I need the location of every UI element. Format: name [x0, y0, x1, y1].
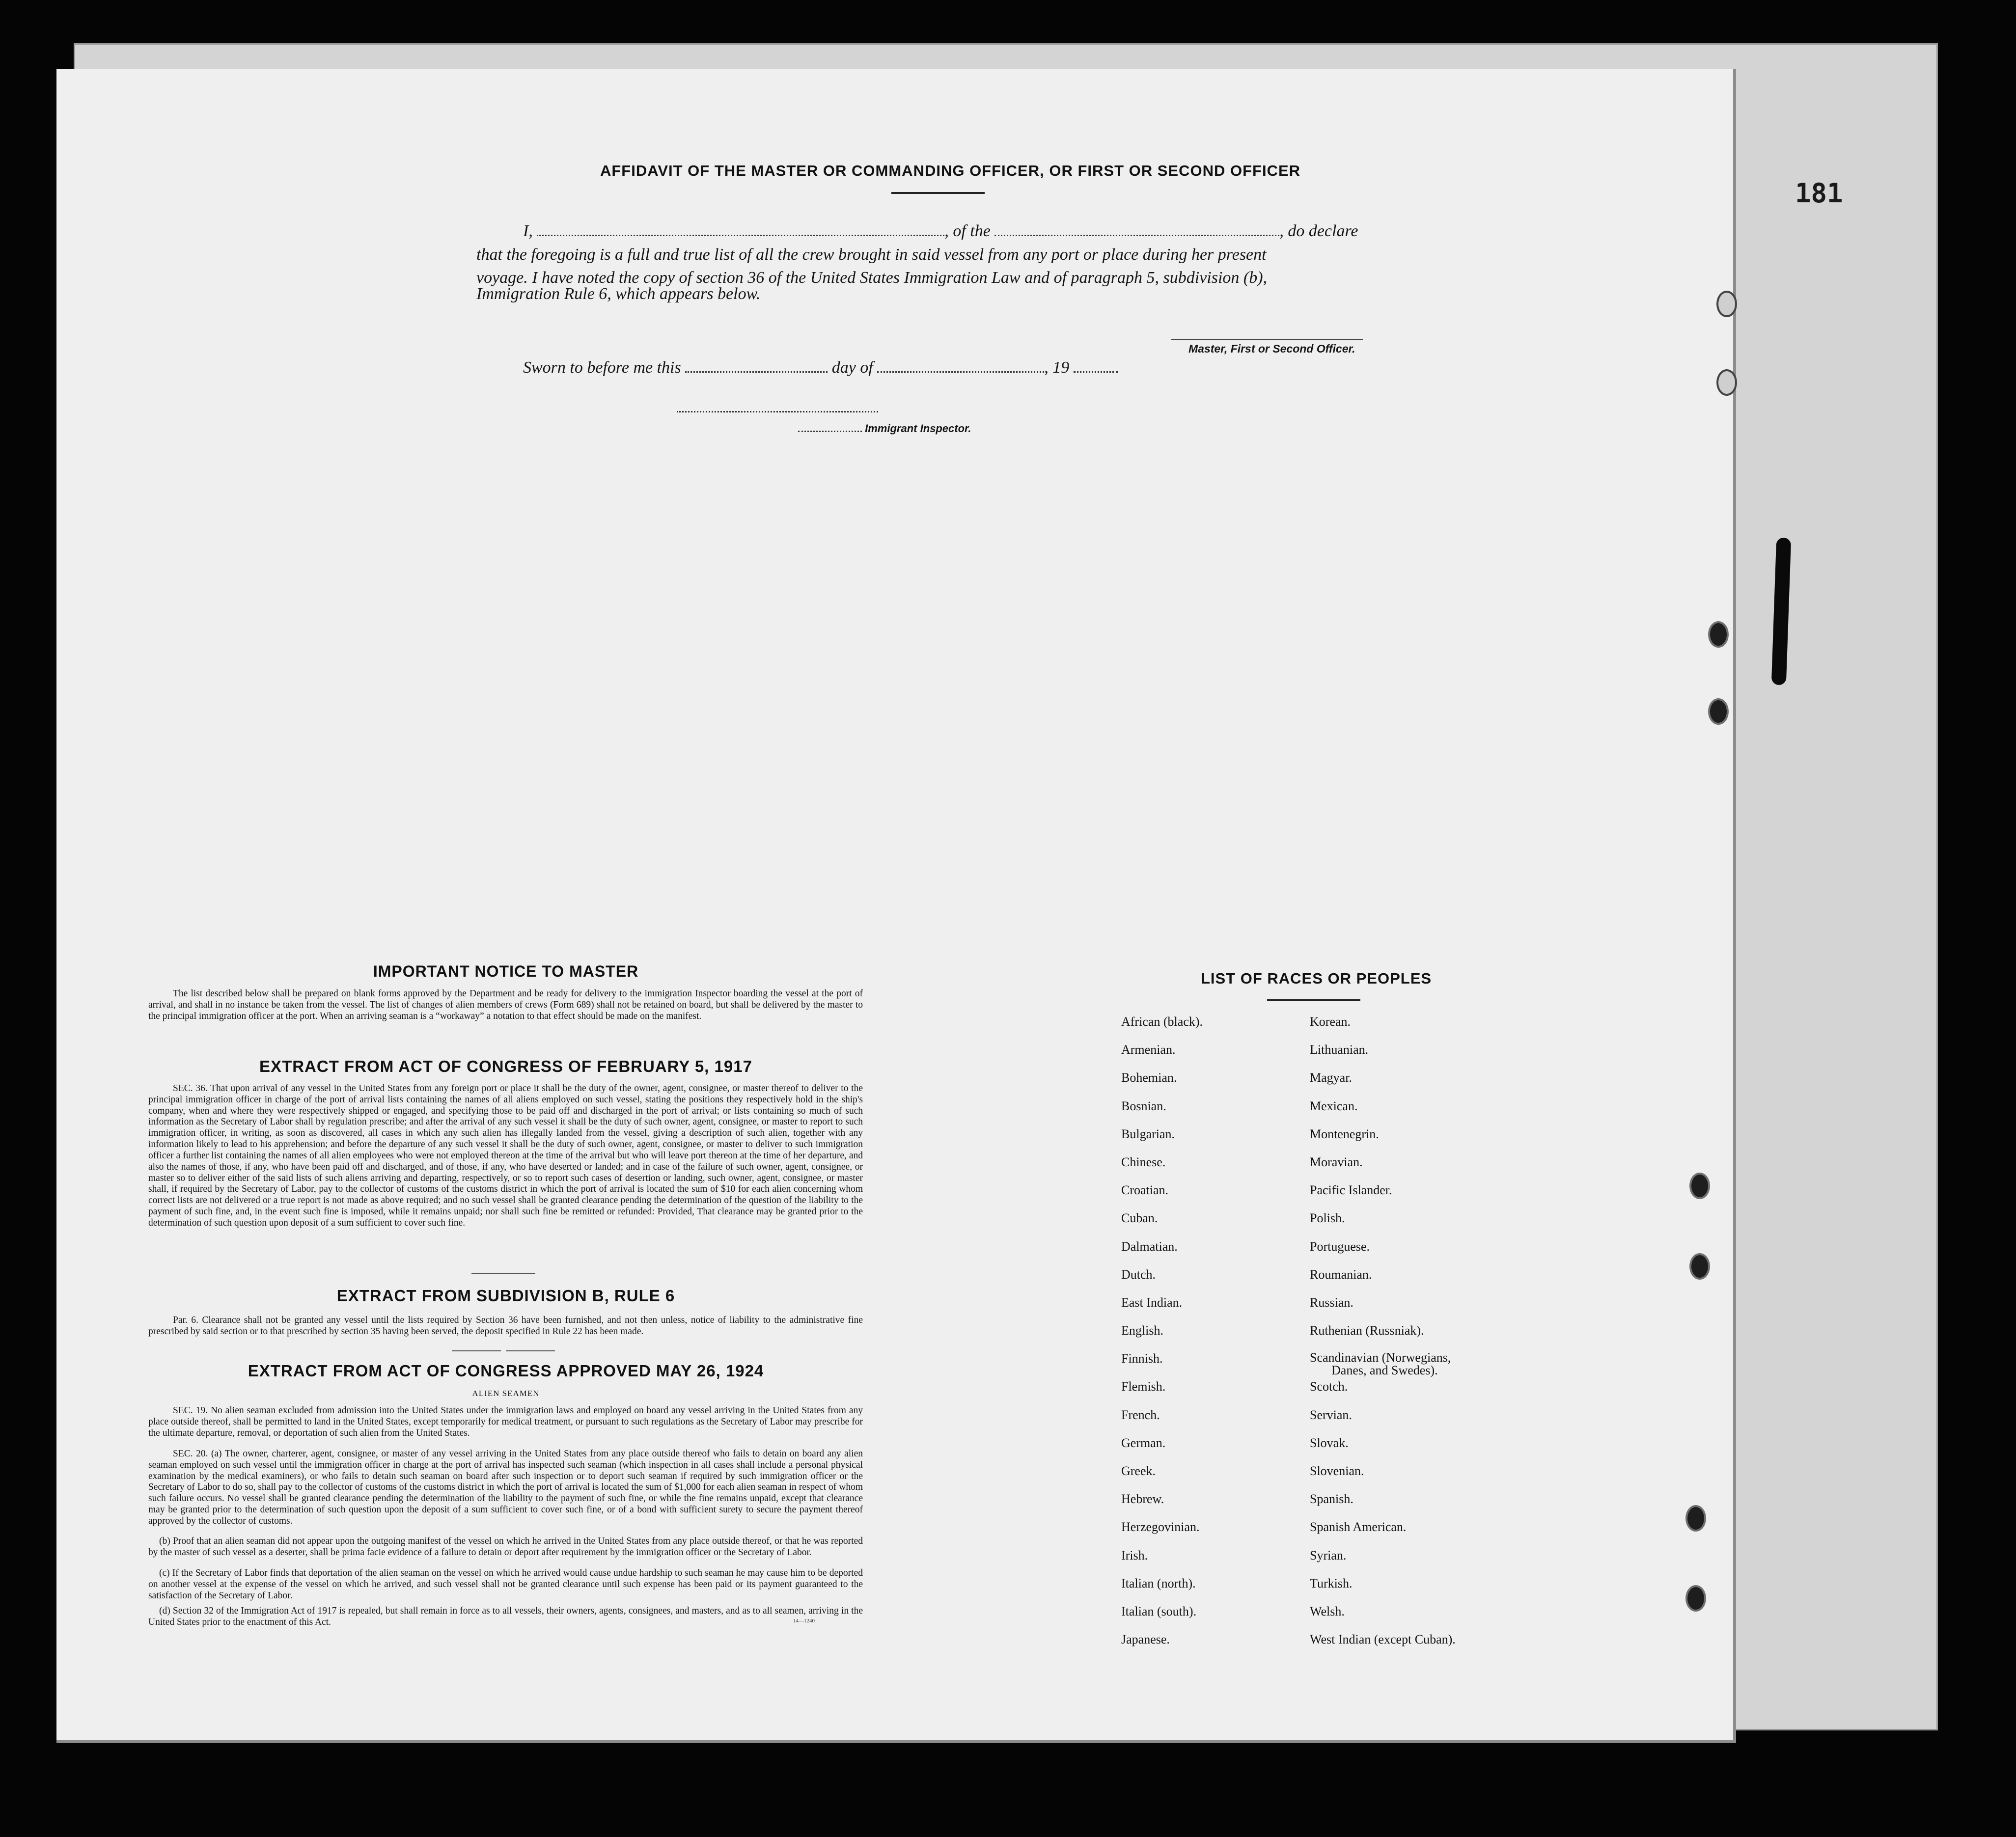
divider [506, 1350, 555, 1351]
race-item: Japanese. [1121, 1632, 1170, 1647]
race-item: Armenian. [1121, 1042, 1176, 1057]
affidavit-line-1 [523, 222, 1358, 241]
affidavit-line-4: Immigration Rule 6, which appears below. [476, 285, 761, 303]
race-item: Spanish American. [1310, 1520, 1407, 1535]
race-item: Welsh. [1310, 1604, 1345, 1618]
race-item: Slovak. [1310, 1435, 1349, 1450]
binder-hole [1689, 1253, 1710, 1280]
binder-hole [1708, 621, 1729, 648]
extract-1917-text: SEC. 36. That upon arrival of any vessel in the United States from any foreign port or place it shall be the duty of the owner, agent, consignee, or master thereof to deliver to the principal immigration officer in charge of the port of arrival lists containing the names of all aliens employed on such vessel, stating the positions they respectively hold in the ship's company, when and where they were respectively shipped or engaged, and specifying those to be paid off and discharged in the port of arrival; or lists containing so much of such information as the Secretary of Labor shall by regulation prescribe; and after the arrival of any such vessel it shall be the duty of such owner, agent, consignee, or master to report to such immigration officer, in writing, as soon as discovered, all cases in which any such alien has illegally landed from the vessel, giving a description of such alien, together with any information likely to lead to his apprehension; and before the departure of any such vessel it shall be the duty of such owner, agent, consignee, or master to deliver to such immigration officer a further list containing the names of all alien employees who were not employed thereon at the time of the arrival but who will leave port thereon at the time of her departure, and also the names of those, if any, who have been paid off and discharged, and of those, if any, who have deserted or landed; and in case of the failure of such owner, agent, consignee, or master so to deliver either of the said lists of such aliens arriving and departing, respectively, or so to report such cases of desertion or landing, such owner, agent, consignee, or master shall, if required by the Secretary of Labor, pay to the collector of customs of the customs district in which the port of arrival is located the sum of $10 for each alien concerning whom correct lists are not delivered or a true report is not made as above required; and no such vessel shall be granted clearance pending the determination of the question of the liability to the payment of such fine, and, in the event such fine is imposed, while it remains unpaid; nor shall such fine be remitted or refunded: Provided, That clearance may be granted prior to the determination of such question upon deposit of a sum sufficient to cover such fine. [148, 1083, 863, 1228]
signature-label: Master, First or Second Officer. [1188, 342, 1355, 355]
race-item: Croatian. [1121, 1183, 1169, 1198]
affidavit-i: I, [523, 222, 533, 240]
races-title-underline [1267, 999, 1360, 1001]
race-item-multiline [1310, 1351, 1456, 1379]
race-item: Bulgarian. [1121, 1126, 1175, 1141]
month-blank [877, 371, 1044, 373]
race-item: Italian (north). [1121, 1576, 1196, 1590]
race-item: Italian (south). [1121, 1604, 1197, 1618]
extract-rule6-title: EXTRACT FROM SUBDIVISION B, RULE 6 [336, 1287, 675, 1305]
race-item: Moravian. [1310, 1154, 1363, 1169]
race-item: Roumanian. [1310, 1267, 1372, 1282]
race-item: Polish. [1310, 1211, 1345, 1226]
notice-title: IMPORTANT NOTICE TO MASTER [373, 962, 639, 980]
race-item: Turkish. [1310, 1576, 1353, 1590]
year-text: , 19 [1044, 358, 1070, 377]
extract-1924-subtitle: ALIEN SEAMEN [472, 1389, 540, 1398]
races-column-2 [1310, 1014, 1456, 1660]
race-item: English. [1121, 1323, 1163, 1338]
race-item: Magyar. [1310, 1070, 1352, 1085]
affidavit-line-3: voyage. I have noted the copy of section 36 of the United States Immigration Law and of paragraph 5, subdivision (b), [476, 269, 1268, 287]
race-item: Servian. [1310, 1407, 1352, 1422]
affidavit-of-the: , of the [944, 222, 991, 240]
race-item: Cuban. [1121, 1211, 1158, 1226]
races-title: LIST OF RACES OR PEOPLES [1200, 970, 1432, 987]
races-column-1 [1121, 1014, 1203, 1660]
race-item: West Indian (except Cuban). [1310, 1632, 1456, 1647]
race-item: Bosnian. [1121, 1098, 1166, 1113]
race-item: Scotch. [1310, 1379, 1348, 1394]
day-of-text: day of [831, 358, 873, 377]
race-item: Herzegovinian. [1121, 1520, 1200, 1535]
race-item: Russian. [1310, 1295, 1353, 1310]
race-item: Spanish. [1310, 1492, 1353, 1507]
sec-20c-text: (c) If the Secretary of Labor finds that deportation of the alien seaman on the vessel on which he arrived would cause undue hardship to such seaman he may cause him to be deported on another vessel at the expense of the vessel on which he arrived, and such vessel shall not be granted clearance until such expense has been paid or its payment guaranteed to the satisfaction of the Secretary of Labor. [148, 1568, 863, 1601]
page-number: 181 [1795, 178, 1843, 209]
binder-hole [1708, 698, 1729, 725]
race-item: Dalmatian. [1121, 1239, 1178, 1254]
race-item: Scandinavian (Norwegians, [1310, 1350, 1451, 1365]
affidavit-title: AFFIDAVIT OF THE MASTER OR COMMANDING OFFICER, OR FIRST OR SECOND OFFICER [600, 162, 1301, 179]
race-item: Ruthenian (Russniak). [1310, 1323, 1424, 1338]
race-item: Portuguese. [1310, 1239, 1370, 1254]
extract-1924-title: EXTRACT FROM ACT OF CONGRESS APPROVED MAY 26, 1924 [248, 1362, 764, 1380]
vessel-blank [994, 234, 1279, 236]
race-item: Mexican. [1310, 1098, 1358, 1113]
race-item: Chinese. [1121, 1154, 1166, 1169]
name-blank [537, 234, 944, 236]
binder-hole [1685, 1585, 1706, 1612]
race-item: Dutch. [1121, 1267, 1156, 1282]
affidavit-do-declare: , do declare [1279, 222, 1358, 240]
signature-line [1171, 339, 1363, 340]
binder-hole [1689, 1173, 1710, 1199]
extract-1917-title: EXTRACT FROM ACT OF CONGRESS OF FEBRUARY 5, 1917 [259, 1057, 752, 1075]
sworn-line [523, 358, 1118, 377]
inspector-dots [798, 430, 862, 432]
day-blank [685, 371, 828, 373]
race-item: Greek. [1121, 1464, 1156, 1478]
race-item: Syrian. [1310, 1548, 1347, 1563]
sec-20a-text: SEC. 20. (a) The owner, charterer, agent, consignee, or master of any vessel arriving in the United States from any place outside thereof who fails to detain on board any alien seaman employed on such vessel until the immigration officer in charge at the port of arrival has inspected such seaman (which inspection in all cases shall include a personal physical examination by the medical examiners), or who fails to detain such seaman on board after such inspection or to deport such seaman if required by such immigration officer or the Secretary of Labor to do so, shall pay to the collector of customs of the customs district in which the port of arrival is located the sum of $1,000 for each alien seaman in respect of whom such failure occurs. No vessel shall be granted clearance pending the determination of the liability to the payment of such fine, or while the fine remains unpaid, except that clearance may be granted prior to the determination of such question upon the deposit of a sum sufficient to cover such fine, or of a bond with sufficient surety to secure the payment thereof approved by the collector of customs. [148, 1449, 863, 1526]
title-underline [891, 192, 985, 194]
race-item: French. [1121, 1407, 1160, 1422]
race-item: Slovenian. [1310, 1464, 1364, 1478]
sec-20b-text: (b) Proof that an alien seaman did not appear upon the outgoing manifest of the vessel on which he arrived in the United States from any place outside thereof, or that he was reported by the master of such vessel as a deserter, shall be prima facie evidence of a failure to detain or deport after requirement by the immigration officer or the Secretary of Labor. [148, 1536, 863, 1558]
year-blank [1074, 371, 1118, 373]
binder-hole [1716, 291, 1737, 317]
form-code: 14—1240 [793, 1618, 815, 1624]
race-item: Finnish. [1121, 1351, 1163, 1366]
divider [471, 1273, 535, 1274]
sec-20d-text: (d) Section 32 of the Immigration Act of 1917 is repealed, but shall remain in force as to all vessels, their owners, agents, consignees, and masters, and as to all seamen, arriving in the United States prior to the enactment of this Act. [148, 1606, 863, 1627]
race-item: Korean. [1310, 1014, 1351, 1029]
race-item: East Indian. [1121, 1295, 1183, 1310]
race-item: Pacific Islander. [1310, 1183, 1392, 1198]
race-item: African (black). [1121, 1014, 1203, 1029]
race-item: Hebrew. [1121, 1492, 1164, 1507]
extract-rule6-text: Par. 6. Clearance shall not be granted any vessel until the lists required by Section 36 have been furnished, and not then unless, notice of liability to the administrative fine prescribed by said section or to that prescribed by section 35 having been served, the deposit specified in Rule 22 has been made. [148, 1315, 863, 1337]
race-item: Irish. [1121, 1548, 1148, 1563]
race-item: Flemish. [1121, 1379, 1166, 1394]
binder-hole [1685, 1505, 1706, 1532]
race-item-continuation: Danes, and Swedes). [1331, 1363, 1438, 1378]
notice-text: The list described below shall be prepared on blank forms approved by the Department and be ready for delivery to the immigration Inspector boarding the vessel at the port of arrival, and shall in no instance be taken from the vessel. The list of changes of alien members of crews (Form 689) shall not be retained on board, but shall be delivered by the master to the principal immigration officer at the port. When an arriving seaman is a “workaway” a notation to that effect should be made on the manifest. [148, 988, 863, 1021]
race-item: Bohemian. [1121, 1070, 1177, 1085]
affidavit-line-2: that the foregoing is a full and true list of all the crew brought in said vessel from any port or place during her present [476, 246, 1267, 264]
inspector-signature-line [677, 411, 878, 412]
race-item: Montenegrin. [1310, 1126, 1379, 1141]
sec-19-text: SEC. 19. No alien seaman excluded from admission into the United States under the immigration laws and employed on board any vessel arriving in the United States from any place outside thereof, shall be permitted to land in the United States, except temporarily for medical treatment, or pursuant to such regulations as the Secretary of Labor may prescribe for the ultimate departure, removal, or deportation of such alien from the United States. [148, 1405, 863, 1438]
sworn-text: Sworn to before me this [523, 358, 681, 377]
binder-hole [1716, 369, 1737, 396]
race-item: German. [1121, 1435, 1166, 1450]
divider [452, 1350, 501, 1351]
inspector-label [798, 422, 971, 435]
race-item: Lithuanian. [1310, 1042, 1369, 1057]
inspector-text: Immigrant Inspector. [865, 422, 971, 435]
